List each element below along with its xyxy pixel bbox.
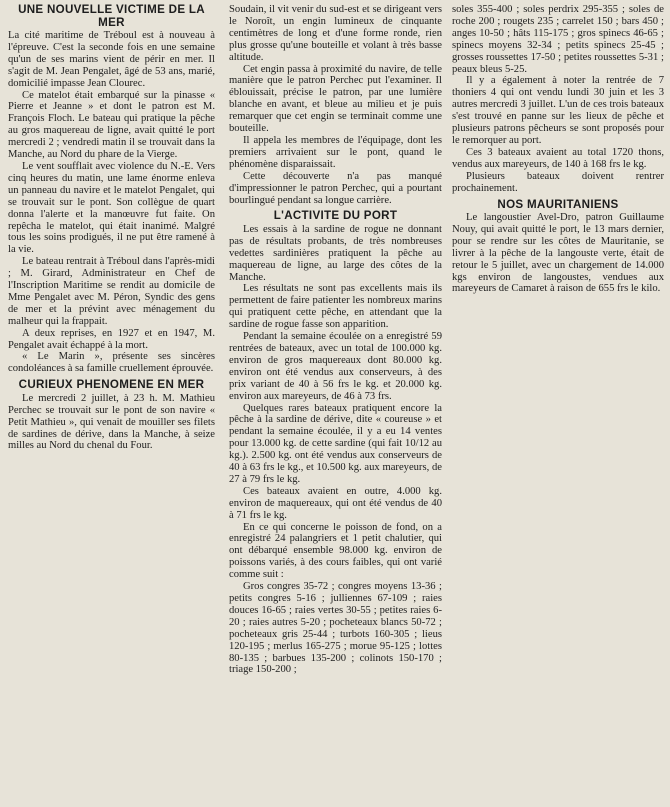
paragraph: Cet engin passa à proximité du navire, de telle manière que le patron Perchec put l'examiner. Il éblouissait, précise le patron, par une lumière blanche en avant, et bleue au milieu et je puis remarquer que cet engin se terminait comme une bouteille.: [229, 63, 442, 135]
paragraph: Soudain, il vit venir du sud-est et se dirigeant vers le Noroît, un engin lumineux de cinquante centimètres de long et d'une forme ronde, rien plus grosse qu'une bouteille et volant à très basse altitude.: [229, 4, 442, 63]
paragraph: En ce qui concerne le poisson de fond, on a enregistré 24 palangriers et 1 petit chalutier, qui ont débarqué ensemble 98.000 kg. environ de poissons variés, à des cours faibles, qui ont varié comme suit :: [229, 521, 442, 581]
paragraph: Les essais à la sardine de rogue ne donnant pas de résultats probants, de très nombreuses vedettes sardinières pratiquent la pêche au maquereau de ligne, au large des côtes de la Manche.: [229, 223, 442, 283]
column-3: [452, 4, 664, 295]
paragraph: Le mercredi 2 juillet, à 23 h. M. Mathieu Perchec se trouvait sur le pont de son navire « Petit Mathieu », qui venait de mouiller ses filets de sardines de dérive, dans la Manche, à seize milles au Nord du chenal du Four.: [8, 392, 215, 452]
fish-price-list: Gros congres 35-72 ; congres moyens 13-36 ; petits congres 5-16 ; julliennes 67-109 ; raies douces 16-65 ; raies vertes 30-55 ; petites raies 6-20 ; raies autres 5-20 ; pocheteaux blancs 50-72 ; pocheteaux gris 25-44 ; turbots 160-305 ; lieus 120-195 ; merlus 165-275 ; morue 95-125 ; lottes 80-135 ; barbues 135-200 ; colinots 150-170 ; triage 150-200 ;: [229, 581, 442, 676]
paragraph: Il appela les membres de l'équipage, dont les premiers arrivaient sur le pont, quand le phénomène disparaissait.: [229, 134, 442, 170]
article-headline-nouvelle-victime: UNE NOUVELLE VICTIME DE LA MER: [18, 3, 205, 29]
article-headline-curieux-phenomene: CURIEUX PHENOMENE EN MER: [18, 378, 205, 392]
paragraph: Ces bateaux avaient en outre, 4.000 kg. environ de maquereaux, qui ont été vendus de 40 à 71 frs le kg.: [229, 485, 442, 521]
fish-price-list-continued: soles 355-400 ; soles perdrix 295-355 ; soles de roche 200 ; rougets 235 ; carrelet 150 ; bars 450 ; anges 10-50 ; hâts 115-175 ; gros spinecs 46-65 ; spinecs moyens 32-34 ; petits spinecs 25-45 ; grosses roussettes 17-50 ; petites roussettes 5-31 ; peaux bleus 5-25.: [452, 4, 664, 75]
paragraph: Ce matelot était embarqué sur la pinasse « Pierre et Jeanne » et dont le patron est M. François Floch. Le bateau qui pratique la pêche au gros maquereau de ligne, avait quitté le port mercredi 2 ; vendredi matin il se trouvait dans la Manche, au Nord du phare de la Vierge.: [8, 89, 215, 161]
column-1: [8, 4, 215, 452]
article-headline-activite-port: L'ACTIVITE DU PORT: [273, 209, 398, 223]
paragraph: Les résultats ne sont pas excellents mais ils permettent de faire patienter les nombreux marins qui pratiquent cette pêche, en attendant que la sardine de rogue fasse son apparition.: [229, 283, 442, 331]
paragraph: A deux reprises, en 1927 et en 1947, M. Pengalet avait échappé à la mort.: [8, 327, 215, 351]
paragraph: Le langoustier Avel-Dro, patron Guillaume Nouy, qui avait quitté le port, le 13 mars dernier, pour se rendre sur les côtes de Mauritanie, se livrer à la pêche de la langouste verte, était de retour le 5 juillet, avec un chargement de 14.000 kgs environ de langoustes, vendues aux mareyeurs de Camaret à raison de 655 frs le kilo.: [452, 212, 664, 295]
paragraph: La cité maritime de Tréboul est à nouveau à l'épreuve. C'est la seconde fois en une semaine qu'un de ses marins vient de périr en mer. Il s'agit de M. Jean Pengalet, âgé de 53 ans, marié, domicilié impasse Jean Clourec.: [8, 30, 215, 89]
paragraph: Ces 3 bateaux avaient au total 1720 thons, vendus aux mareyeurs, de 140 à 168 frs le kg.: [452, 146, 664, 170]
column-2: [229, 4, 442, 676]
paragraph: Pendant la semaine écoulée on a enregistré 59 rentrées de bateaux, avec un total de 100.000 kg. environ de gros maquereaux dont 80.000 kg. environ ont été vendus aux conserveurs, à des prix variant de 40 à 56 frs le kg. et 20.000 kg. environ aux mareyeurs, de 46 à 73 frs.: [229, 331, 442, 402]
paragraph: Plusieurs bateaux doivent rentrer prochainement.: [452, 170, 664, 194]
paragraph: Cette découverte n'a pas manqué d'impressionner le patron Perchec, qui a pourtant bourlingué pendant sa longue carrière.: [229, 170, 442, 206]
paragraph: « Le Marin », présente ses sincères condoléances à sa famille cruellement éprouvée.: [8, 351, 215, 375]
paragraph: Le vent soufflait avec violence du N.-E. Vers cinq heures du matin, une lame énorme enleva un panneau du navire et le matelot Pengalet, qui se trouvait sur le pont. Son collègue de quart donna l'alerte et la manœuvre fut faite. On repêcha le matelot, qui était inanimé. Malgré tous les soins prodigués, il ne put être ramené à la vie.: [8, 160, 215, 256]
article-headline-mauritaniens: NOS MAURITANIENS: [497, 197, 619, 211]
paragraph: Quelques rares bateaux pratiquent encore la pêche à la sardine de dérive, dite « coureuse » et pendant la semaine écoulée, il y a eu 14 ventes pour 13.000 kg. de cette sardine (qui fait 10/12 au kg.). 2.500 kg. ont été vendus aux conserveurs de 40 à 63 frs le kg., et 10.500 kg. aux mareyeurs, de 27 à 79 frs le kg.: [229, 402, 442, 485]
paragraph: Il y a également à noter la rentrée de 7 thoniers 4 qui ont vendu lundi 30 juin et les 3 autres mercredi 3 juillet. L'un de ces trois bateaux s'est trouvé en panne sur les lieux de pêche et plusieurs patrons pêcheurs se sont proposés pour le remorquer au port.: [452, 75, 664, 146]
paragraph: Le bateau rentrait à Tréboul dans l'après-midi ; M. Girard, Administrateur en Chef de l'Inscription Maritime se rendit au domicile de Mme Pengalet avec M. Péron, Syndic des gens de mer et la prévint avec ménagement du malheur qui la frappait.: [8, 256, 215, 327]
